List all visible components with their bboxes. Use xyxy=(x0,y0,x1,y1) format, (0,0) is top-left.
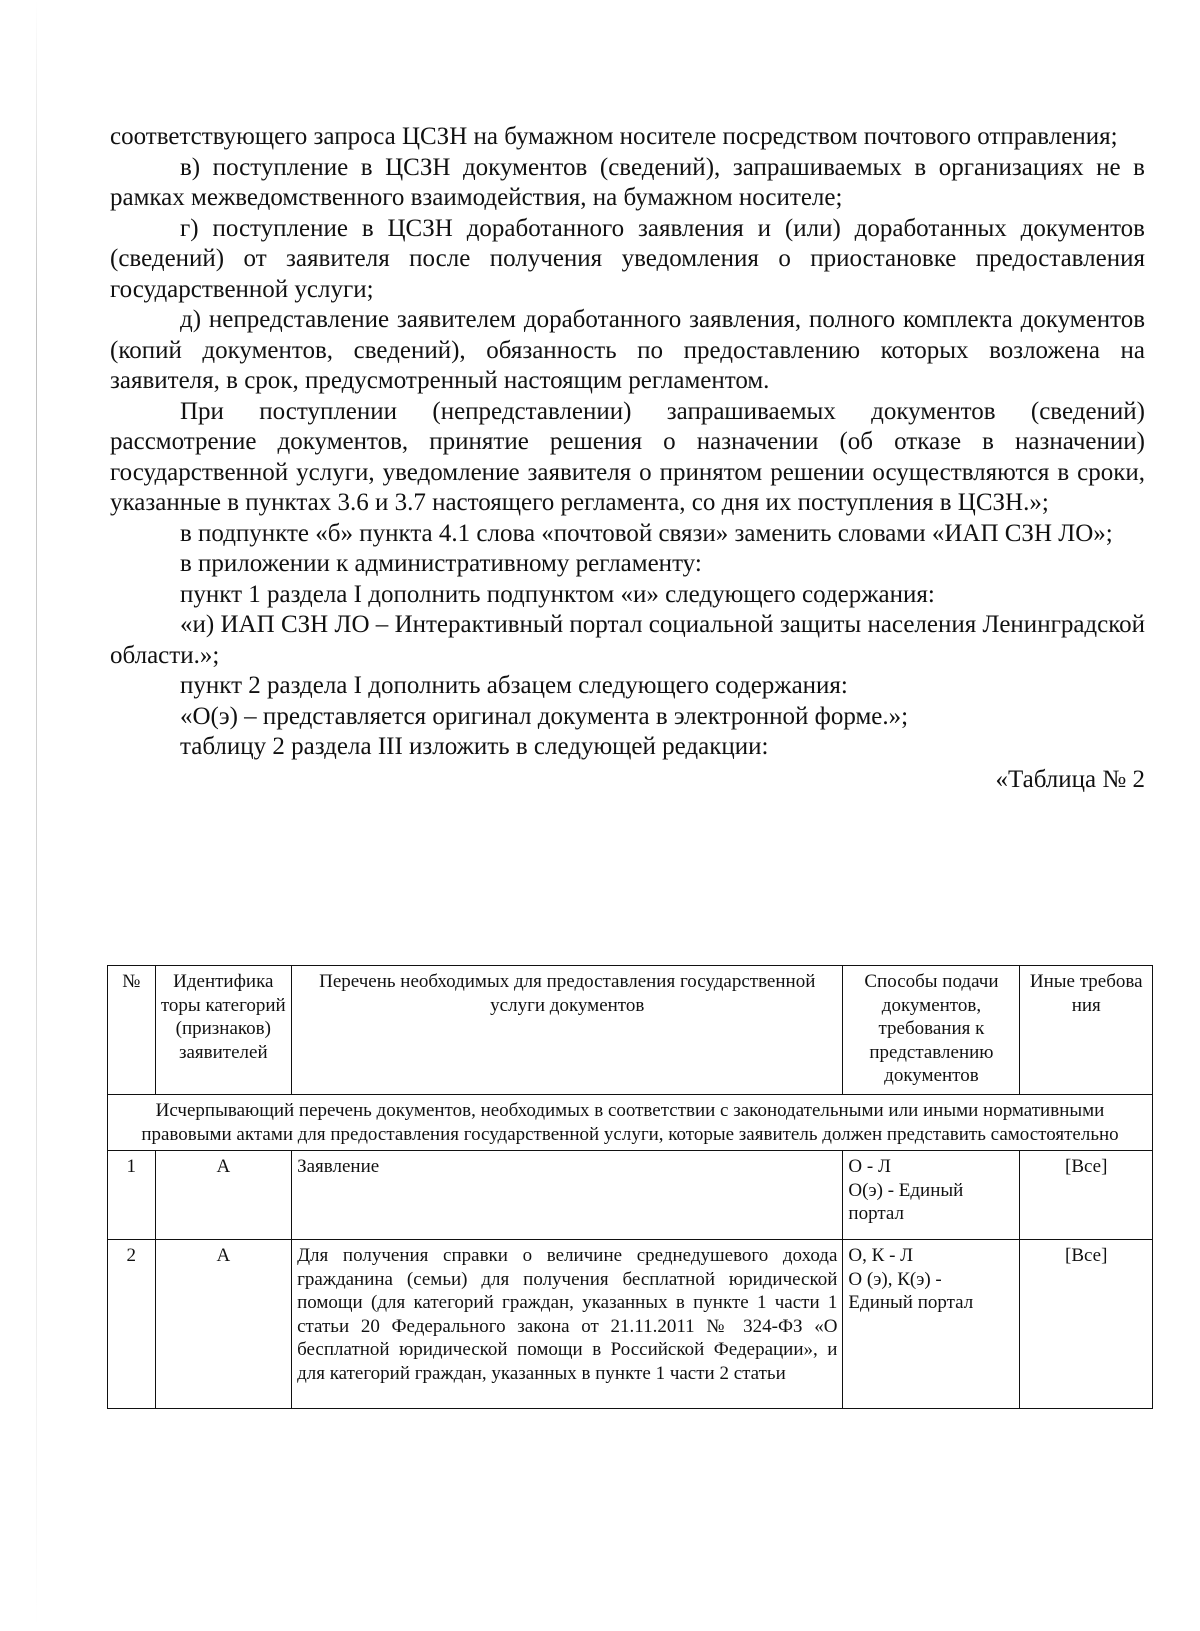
row-num: 2 xyxy=(108,1240,156,1409)
way-line: Единый портал xyxy=(848,1292,974,1313)
header-submission-ways: Способы подачи документов, требования к представлению документов xyxy=(843,966,1020,1095)
paragraph: соответствующего запроса ЦСЗН на бумажном носителе посредством почтового отправления; xyxy=(110,123,1118,150)
section-title: Исчерпывающий перечень документов, необходимых в соответствии с законодательными или иными нормативными правовыми актами для предоставления государственной услуги, которые заявитель должен представить самостоятельно xyxy=(108,1095,1153,1151)
header-identifiers: Идентифика торы категорий (признаков) заявителей xyxy=(155,966,292,1095)
paragraph: пункт 1 раздела I дополнить подпунктом «и» следующего содержания: xyxy=(180,580,935,608)
row-ways xyxy=(843,1151,1020,1240)
paragraph: «О(э) – представляется оригинал документа в электронной форме.»; xyxy=(180,702,909,730)
table-caption: «Таблица № 2 xyxy=(995,765,1145,793)
way-line: О, К - Л xyxy=(848,1245,914,1266)
documents-table xyxy=(107,965,1153,1409)
header-other-requirements: Иные требова ния xyxy=(1020,966,1153,1095)
way-line: О - Л xyxy=(848,1156,891,1177)
table-row xyxy=(108,1151,1153,1240)
row-num: 1 xyxy=(108,1151,156,1240)
paragraph: г) поступление в ЦСЗН доработанного заявления и (или) доработанных документов (сведений) от заявителя после получения уведомления о приостановке предоставления государственной услуги; xyxy=(110,214,1145,303)
document-body xyxy=(110,122,1145,795)
row-other: [Все] xyxy=(1020,1151,1153,1240)
paragraph: в подпункте «б» пункта 4.1 слова «почтовой связи» заменить словами «ИАП СЗН ЛО»; xyxy=(180,519,1113,547)
paragraph: в) поступление в ЦСЗН документов (сведений), запрашиваемых в организациях не в рамках межведомственного взаимодействия, на бумажном носителе; xyxy=(110,153,1145,211)
paragraph: При поступлении (непредставлении) запрашиваемых документов (сведений) рассмотрение документов, принятие решения о назначении (об отказе в назначении) государственной услуги, уведомление заявителя о принятом решении осуществляются в сроки, указанные в пунктах 3.6 и 3.7 настоящего регламента, со дня их поступления в ЦСЗН.»; xyxy=(110,397,1145,516)
row-identifier: А xyxy=(155,1240,292,1409)
paragraph: таблицу 2 раздела III изложить в следующей редакции: xyxy=(180,733,769,760)
paragraph: в приложении к административному регламенту: xyxy=(180,550,702,577)
row-document: Заявление xyxy=(292,1151,843,1240)
paragraph: пункт 2 раздела I дополнить абзацем следующего содержания: xyxy=(180,672,848,699)
row-ways xyxy=(843,1240,1020,1409)
row-identifier: А xyxy=(155,1151,292,1240)
paragraph: «и) ИАП СЗН ЛО – Интерактивный портал социальной защиты населения Ленинградской области.»; xyxy=(110,611,1145,669)
way-line: О(э) - Единый портал xyxy=(848,1179,964,1224)
scan-edge-shadow xyxy=(36,0,37,1631)
table-row xyxy=(108,1240,1153,1409)
header-num: № xyxy=(108,966,156,1095)
header-documents-list: Перечень необходимых для предоставления государственной услуги документов xyxy=(292,966,843,1095)
paragraph: д) непредставление заявителем доработанного заявления, полного комплекта документов (копий документов, сведений), обязанность по предоставлению которых возложена на заявителя, в срок, предусмотренный настоящим регламентом. xyxy=(110,306,1145,394)
row-other: [Все] xyxy=(1020,1240,1153,1409)
way-line: О (э), К(э) - xyxy=(848,1268,942,1290)
row-document: Для получения справки о величине среднедушевого дохода гражданина (семьи) для получения бесплатной юридической помощи (для категорий граждан, указанных в пункте 1 части 1 статьи 20 Федерального закона от 21.11.2011 № 324-ФЗ «О бесплатной юридической помощи в Российской Федерации», и для категорий граждан, указанных в пункте 1 части 2 статьи xyxy=(292,1240,843,1409)
table-header-row xyxy=(108,966,1153,1095)
table-section-row xyxy=(108,1095,1153,1151)
